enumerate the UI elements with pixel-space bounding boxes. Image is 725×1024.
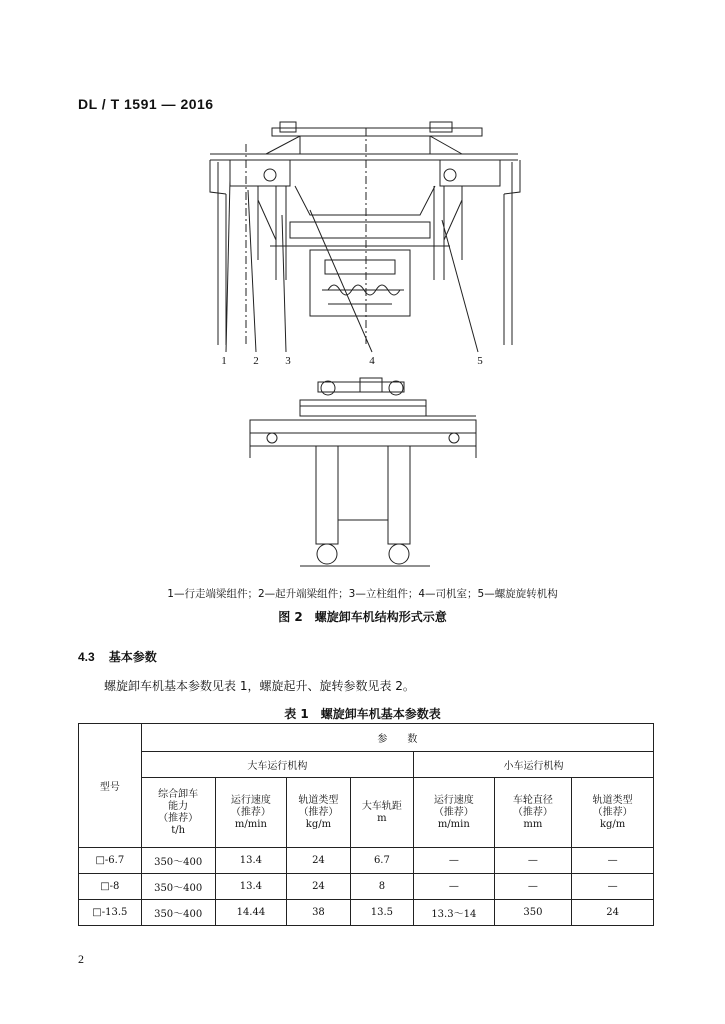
col-speed: 运行速度 （推荐） m/min xyxy=(215,778,286,848)
callout-1: 1 xyxy=(221,355,227,367)
table-row: □-13.5 350～400 14.44 38 13.5 13.3～14 350 24 xyxy=(79,900,654,926)
section-title: 基本参数 xyxy=(108,650,157,664)
col-gauge: 大车轨距 m xyxy=(350,778,413,848)
col-capacity: 综合卸车 能力 （推荐） t/h xyxy=(141,778,215,848)
col-small-rail: 轨道类型 （推荐） kg/m xyxy=(572,778,654,848)
callout-4: 4 xyxy=(369,355,375,367)
body-paragraph: 螺旋卸车机基本参数见表 1，螺旋起升、旋转参数见表 2。 xyxy=(104,679,415,693)
col-wheel: 车轮直径 （推荐） mm xyxy=(494,778,572,848)
header-big-car: 大车运行机构 xyxy=(141,752,413,778)
section-number: 4.3 xyxy=(78,650,95,664)
header-model: 型号 xyxy=(79,724,142,848)
parameters-table xyxy=(78,723,654,926)
header-small-car: 小车运行机构 xyxy=(414,752,654,778)
col-rail: 轨道类型 （推荐） kg/m xyxy=(287,778,351,848)
section-heading xyxy=(78,648,157,665)
callout-5: 5 xyxy=(477,355,483,367)
callout-2: 2 xyxy=(253,355,259,367)
table-row: □-6.7 350～400 13.4 24 6.7 — — — xyxy=(79,848,654,874)
page-number: 2 xyxy=(78,952,84,966)
side-view xyxy=(250,378,476,566)
figure-legend: 1—行走端梁组件；2—起升端梁组件；3—立柱组件；4—司机室；5—螺旋旋转机构 xyxy=(167,588,558,600)
col-small-speed: 运行速度 （推荐） m/min xyxy=(414,778,495,848)
table-caption: 表 1 螺旋卸车机基本参数表 xyxy=(284,707,441,721)
header-params: 参 数 xyxy=(141,724,653,752)
callout-3: 3 xyxy=(285,355,291,367)
unloader-structure-figure xyxy=(200,120,530,580)
standard-number: DL / T 1591 — 2016 xyxy=(78,96,214,112)
table-row: □-8 350～400 13.4 24 8 — — — xyxy=(79,874,654,900)
figure-caption: 图 2 螺旋卸车机结构形式示意 xyxy=(278,610,447,624)
